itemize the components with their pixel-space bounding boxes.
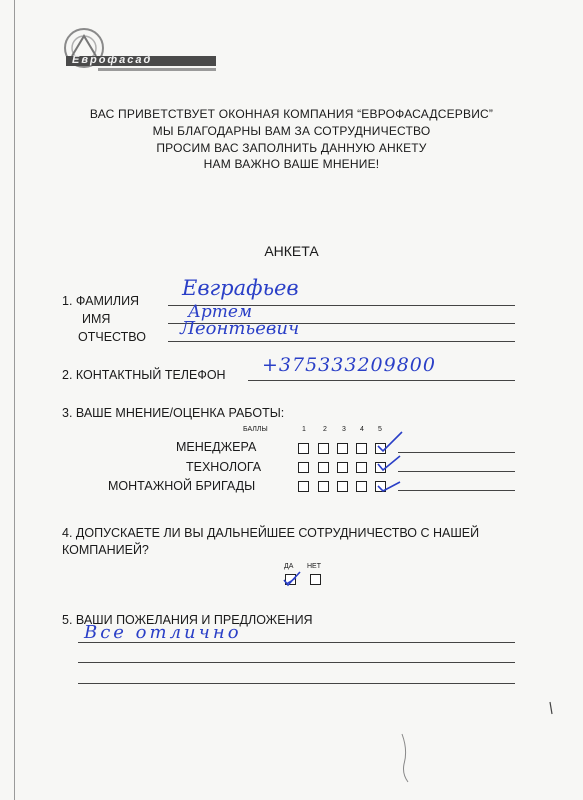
rating-installers-tick-icon xyxy=(372,474,412,496)
rating-manager-4-checkbox[interactable] xyxy=(356,443,367,454)
score-header-2: 2 xyxy=(323,426,327,433)
patronymic-line xyxy=(168,341,515,342)
score-header-1: 1 xyxy=(302,426,306,433)
greeting-line-4: НАМ ВАЖНО ВАШЕ МНЕНИЕ! xyxy=(203,157,380,171)
name-label: ИМЯ xyxy=(82,312,111,326)
rating-installers-line xyxy=(398,490,515,491)
rating-technologist-1-checkbox[interactable] xyxy=(298,462,309,473)
name-field[interactable]: Артем xyxy=(188,302,253,322)
score-header-3: 3 xyxy=(342,426,346,433)
yes-tick-icon xyxy=(280,568,304,588)
greeting-line-1: ВАС ПРИВЕТСТВУЕТ ОКОННАЯ КОМПАНИЯ “ЕВРОФАСАДСЕРВИС” xyxy=(89,107,494,121)
cooperation-question-line-1: 4. ДОПУСКАЕТЕ ЛИ ВЫ ДАЛЬНЕЙШЕЕ СОТРУДНИЧЕСТВО С НАШЕЙ xyxy=(62,526,480,540)
rating-installers-3-checkbox[interactable] xyxy=(337,481,348,492)
rating-row-manager-label: МЕНЕДЖЕРА xyxy=(176,440,257,454)
rating-technologist-tick-icon xyxy=(370,452,410,474)
patronymic-label: ОТЧЕСТВО xyxy=(78,330,146,344)
yes-label: ДА xyxy=(284,563,294,570)
cooperation-question-line-2: КОМПАНИЕЙ? xyxy=(62,543,149,557)
no-checkbox[interactable] xyxy=(310,574,321,585)
rating-manager-3-checkbox[interactable] xyxy=(337,443,348,454)
rating-installers-2-checkbox[interactable] xyxy=(318,481,329,492)
patronymic-field[interactable]: Леонтьевич xyxy=(180,318,300,339)
rating-row-technologist-label: ТЕХНОЛОГА xyxy=(186,460,262,474)
rating-installers-1-checkbox[interactable] xyxy=(298,481,309,492)
phone-field[interactable]: +375333209800 xyxy=(262,354,436,376)
wishes-line-2 xyxy=(78,662,515,663)
score-scale-label: БАЛЛЫ xyxy=(243,426,268,433)
wishes-label: 5. ВАШИ ПОЖЕЛАНИЯ И ПРЕДЛОЖЕНИЯ xyxy=(62,613,313,627)
pen-mark xyxy=(394,730,424,790)
greeting-line-3: ПРОСИМ ВАС ЗАПОЛНИТЬ ДАННУЮ АНКЕТУ xyxy=(156,141,427,155)
rating-technologist-3-checkbox[interactable] xyxy=(337,462,348,473)
rating-technologist-2-checkbox[interactable] xyxy=(318,462,329,473)
wishes-line-3 xyxy=(78,683,515,684)
greeting-line-2: МЫ БЛАГОДАРНЫ ВАМ ЗА СОТРУДНИЧЕСТВО xyxy=(152,124,431,138)
rating-technologist-line xyxy=(398,471,515,472)
score-header-5: 5 xyxy=(378,426,382,433)
score-header-4: 4 xyxy=(360,426,364,433)
no-label: НЕТ xyxy=(307,563,321,570)
phone-line xyxy=(248,380,515,381)
wishes-field[interactable]: Все отлично xyxy=(84,622,242,643)
rating-manager-1-checkbox[interactable] xyxy=(298,443,309,454)
surname-field[interactable]: Евграфьев xyxy=(182,276,299,300)
surname-label: 1. ФАМИЛИЯ xyxy=(62,294,140,308)
phone-label: 2. КОНТАКТНЫЙ ТЕЛЕФОН xyxy=(62,368,226,382)
rating-technologist-4-checkbox[interactable] xyxy=(356,462,367,473)
rating-row-installers-label: МОНТАЖНОЙ БРИГАДЫ xyxy=(108,479,256,493)
logo-text: Еврофасад xyxy=(72,54,153,66)
company-logo xyxy=(58,26,223,78)
rating-manager-tick-icon xyxy=(370,428,410,454)
rating-installers-4-checkbox[interactable] xyxy=(356,481,367,492)
rating-manager-2-checkbox[interactable] xyxy=(318,443,329,454)
rating-label: 3. ВАШЕ МНЕНИЕ/ОЦЕНКА РАБОТЫ: xyxy=(62,406,285,420)
edge-mark xyxy=(546,700,556,720)
form-title: АНКЕТА xyxy=(264,243,319,259)
rating-manager-line xyxy=(398,452,515,453)
